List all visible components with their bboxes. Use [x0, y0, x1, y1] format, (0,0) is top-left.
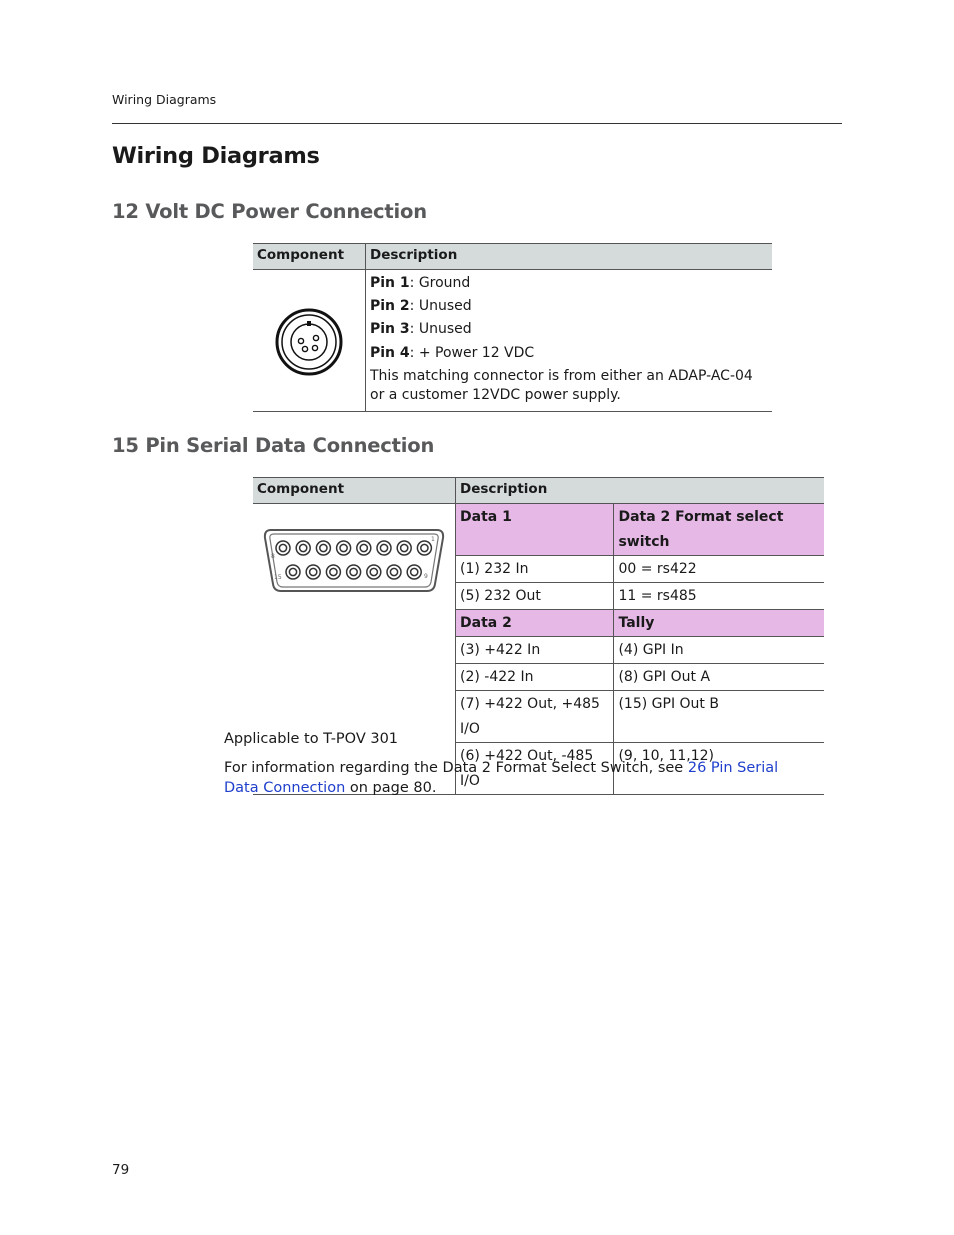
- db15-pin9-label: 9: [424, 573, 428, 580]
- db15-top-pin-5: [357, 541, 371, 555]
- pin-3-line: Pin 3: Unused: [370, 321, 472, 338]
- pin-2-line: Pin 2: Unused: [370, 298, 472, 315]
- serial-row-3-col-a: Data 2: [456, 610, 614, 637]
- page-number: 79: [112, 1162, 130, 1178]
- serial-row-3-col-b: Tally: [614, 610, 824, 637]
- running-header: Wiring Diagrams: [112, 92, 217, 107]
- db15-bottom-pin-6: [387, 565, 401, 579]
- db15-bottom-pin-1: [286, 565, 300, 579]
- db15-top-pin-6: [377, 541, 391, 555]
- serial-connector-cell: [253, 504, 456, 795]
- serial-row-2-col-a: (5) 232 Out: [456, 583, 614, 610]
- power-note: This matching connector is from either an ADAP-AC-04 or a customer 12VDC power supply.: [370, 367, 753, 403]
- db15-pin15-label: 15: [274, 574, 282, 581]
- db15-top-pin-3: [316, 541, 330, 555]
- db15-connector-icon: [263, 526, 445, 596]
- db15-top-pin-8: [417, 541, 431, 555]
- db15-bottom-pin-4: [347, 565, 361, 579]
- db15-bottom-pin-5: [367, 565, 381, 579]
- header-rule: [112, 123, 842, 124]
- db15-pin1-label: 1: [431, 536, 435, 543]
- serial-row-4-col-b: (4) GPI In: [614, 637, 824, 664]
- serial-row-0-col-a: Data 1: [456, 504, 614, 556]
- db15-top-pin-1: [276, 541, 290, 555]
- serial-row-7-col-a: (6) +422 Out, -485 I/O: [456, 743, 614, 795]
- serial-connection-table: [253, 477, 824, 795]
- serial-col-component: Component: [253, 478, 456, 504]
- serial-row-0-col-b: Data 2 Format select switch: [614, 504, 824, 556]
- power-connection-table: [253, 243, 772, 412]
- db15-bottom-pin-3: [326, 565, 340, 579]
- power-connector-cell: [253, 270, 366, 412]
- info-paragraph: [224, 758, 804, 798]
- page-title: Wiring Diagrams: [112, 143, 320, 169]
- applicable-note: Applicable to T-POV 301: [224, 731, 399, 747]
- power-col-description: Description: [366, 244, 773, 270]
- serial-col-description: Description: [456, 478, 825, 504]
- pin-1-line: Pin 1: Ground: [370, 275, 471, 291]
- db15-bottom-pin-7: [407, 565, 421, 579]
- pin-4-line: Pin 4: + Power 12 VDC: [370, 344, 535, 361]
- serial-section-heading: 15 Pin Serial Data Connection: [112, 434, 435, 457]
- power-section-heading: 12 Volt DC Power Connection: [112, 200, 427, 223]
- serial-row-6-col-b: (15) GPI Out B: [614, 691, 824, 743]
- 4-pin-round-connector-icon: [274, 307, 344, 377]
- serial-row-4-col-a: (3) +422 In: [456, 637, 614, 664]
- db15-top-pin-7: [397, 541, 411, 555]
- serial-row-1-col-a: (1) 232 In: [456, 556, 614, 583]
- serial-row-7-col-b: (9, 10, 11,12): [614, 743, 824, 795]
- serial-row-1-col-b: 00 = rs422: [614, 556, 824, 583]
- serial-26pin-link[interactable]: 26 Pin Serial Data Connection: [224, 760, 779, 796]
- serial-row-6-col-a: (7) +422 Out, +485 I/O: [456, 691, 614, 743]
- power-col-component: Component: [253, 244, 366, 270]
- serial-row-2-col-b: 11 = rs485: [614, 583, 824, 610]
- power-description-cell: [366, 270, 773, 412]
- info-suffix: on page 80.: [345, 780, 437, 796]
- db15-pin8-label: 8: [271, 553, 275, 560]
- db15-top-pin-4: [337, 541, 351, 555]
- serial-row-5-col-a: (2) -422 In: [456, 664, 614, 691]
- info-prefix: For information regarding the Data 2 Format Select Switch, see: [224, 760, 688, 776]
- serial-row-5-col-b: (8) GPI Out A: [614, 664, 824, 691]
- db15-top-pin-2: [296, 541, 310, 555]
- db15-bottom-pin-2: [306, 565, 320, 579]
